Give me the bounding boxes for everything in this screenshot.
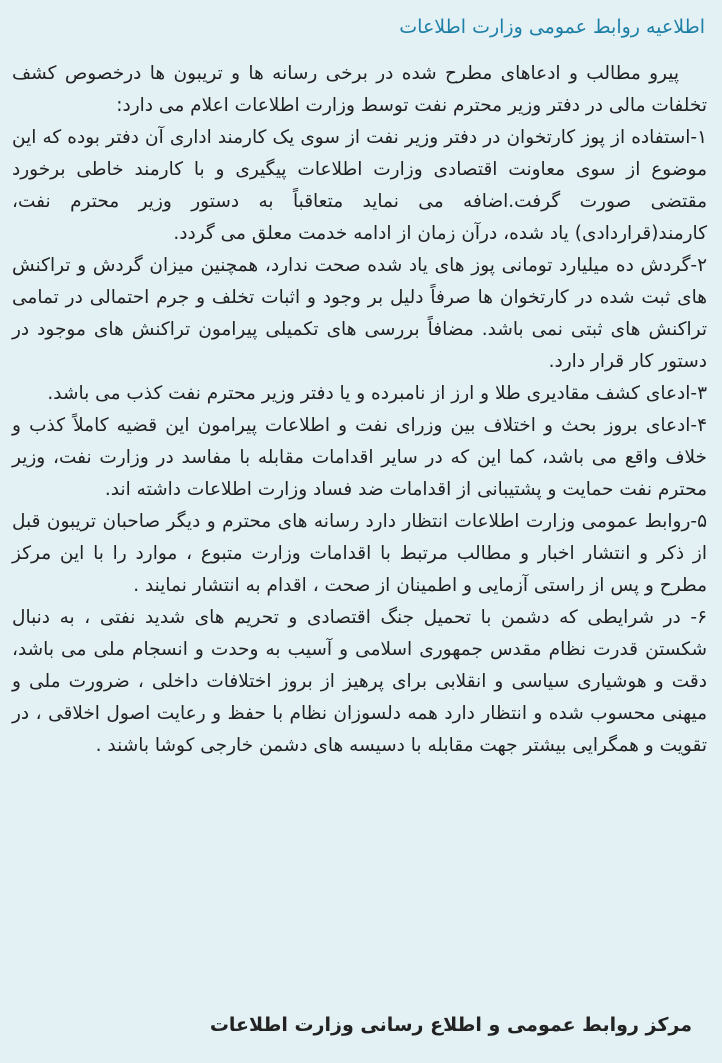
signature-footer: مرکز روابط عمومی و اطلاع رسانی وزارت اطلاعات [209, 1014, 692, 1036]
item-3: ۳-ادعای کشف مقادیری طلا و ارز از نامبرده و یا دفتر وزیر محترم نفت کذب می باشد. [47, 383, 707, 404]
announcement-title: اطلاعیه روابط عمومی وزارت اطلاعات [399, 16, 705, 38]
item-5: ۵-روابط عمومی وزارت اطلاعات انتظار دارد رسانه های محترم و دیگر صاحبان تریبون قبل از ذکر و انتشار اخبار و مطالب مرتبط با اقدامات وزارت متبوع ، موارد را با این مرکز مطرح و پس از راستی آزمایی و اطمینان از صحت ، اقدام به انتشار نمایند . [12, 511, 707, 596]
item-1: ۱-استفاده از پوز کارتخوان در دفتر وزیر نفت از سوی یک کارمند اداری آن دفتر بوده که این موضوع از سوی معاونت اقتصادی وزارت اطلاعات پیگیری و با کارمند خاطی برخورد مقتضی صورت گرفت.اضافه می نماید متعاقباً به دستور وزیر محترم نفت، کارمند(قراردادی) یاد شده، درآن زمان از ادامه خدمت معلق می گردد. [12, 127, 707, 244]
item-6: ۶- در شرایطی که دشمن با تحمیل جنگ اقتصادی و تحریم های شدید نفتی ، به دنبال شکستن قدرت نظام مقدس جمهوری اسلامی و آسیب به وحدت و انسجام ملی می باشد، دقت و هوشیاری سیاسی و انقلابی برای پرهیز از بروز اختلافات داخلی ، ضرورت ملی و میهنی محسوب شده و انتظار دارد همه دلسوزان نظام با حفظ و رعایت اصول اخلاقی ، در تقویت و همگرایی بیشتر جهت مقابله با دسیسه های دشمن خارجی کوشا باشند . [12, 607, 707, 756]
announcement-body [12, 58, 707, 762]
intro-paragraph: پیرو مطالب و ادعاهای مطرح شده در برخی رسانه ها و تریبون ها درخصوص کشف تخلفات مالی در دفتر وزیر محترم نفت توسط وزارت اطلاعات اعلام می دارد: [12, 63, 707, 116]
item-2: ۲-گردش ده میلیارد تومانی پوز های یاد شده صحت ندارد، همچنین میزان گردش و تراکنش های ثبت شده در کارتخوان ها صرفاً دلیل بر وجود و اثبات تخلف و جرم احتمالی در تمامی تراکنش های ثبتی نمی باشد. مضافاً بررسی های تکمیلی پیرامون تراکنش های موجود در دستور کار قرار دارد. [12, 255, 707, 372]
item-4: ۴-ادعای بروز بحث و اختلاف بین وزرای نفت و اطلاعات پیرامون این قضیه کاملاً کذب و خلاف واقع می باشد، کما این که در سایر اقدامات مقابله با مفاسد در وزارت نفت، وزیر محترم نفت حمایت و پشتیبانی از اقدامات ضد فساد وزارت اطلاعات داشته اند. [12, 415, 707, 500]
